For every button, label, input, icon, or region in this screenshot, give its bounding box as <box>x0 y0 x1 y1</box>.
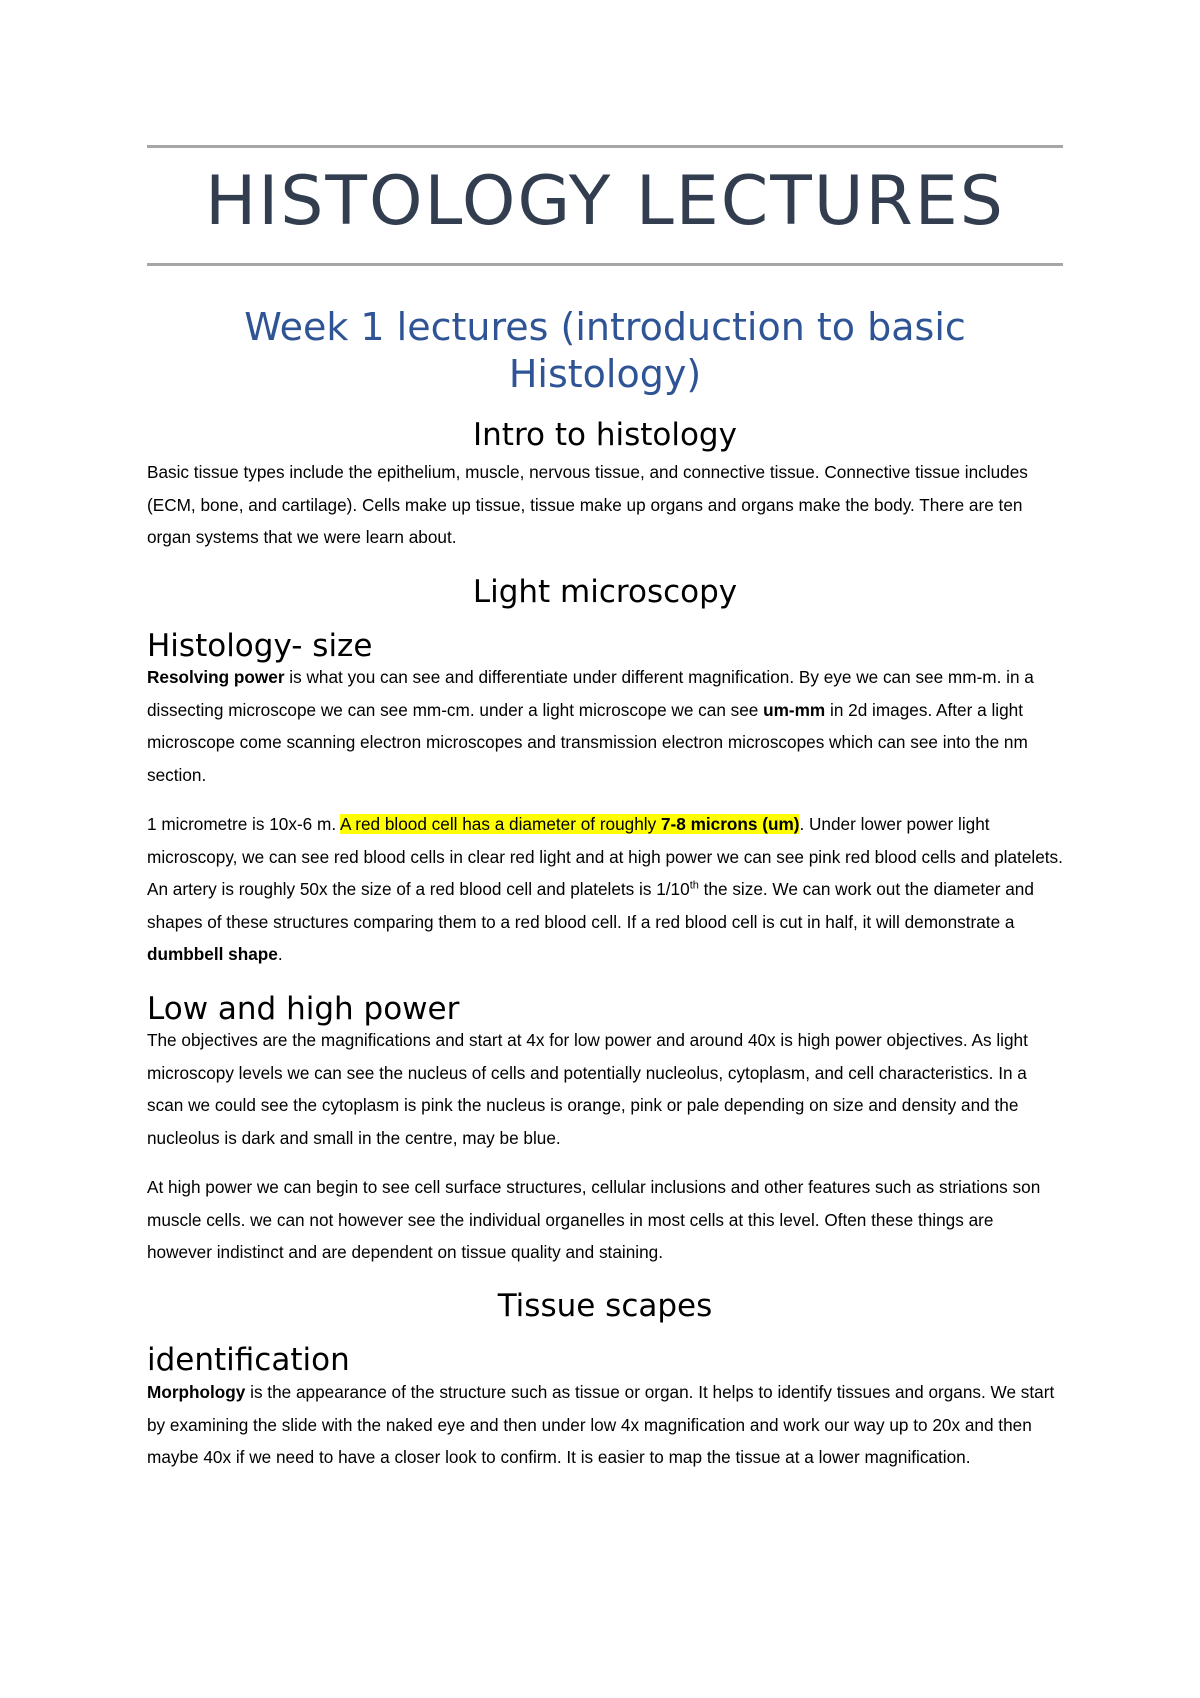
document-title: HISTOLOGY LECTURES <box>205 162 1005 241</box>
heading-light-microscopy: Light microscopy <box>472 574 738 610</box>
title-bottom-rule <box>147 263 1063 266</box>
heading-tissue-scapes: Tissue scapes <box>497 1288 713 1324</box>
title-top-rule <box>147 145 1063 148</box>
paragraph-morphology: Morphology is the appearance of the structure such as tissue or organ. It helps to identify tissues and organs. We start by examining the slide with the naked eye and then under low 4x magnification and work our way up to 20x and then maybe 40x if we need to have a closer look to confirm. It is easier to map the tissue at a lower magnification. <box>147 1382 1055 1468</box>
paragraph-objectives: The objectives are the magnifications and start at 4x for low power and around 40x is high power objectives. As light microscopy levels we can see the nucleus of cells and potentially nucleolus, cytoplasm, and cell characteristics. In a scan we could see the cytoplasm is pink the nucleus is orange, pink or pale depending on size and density and the nucleolus is dark and small in the centre, may be blue. <box>147 1030 1028 1148</box>
heading-low-and-high-power: Low and high power <box>147 991 460 1027</box>
term-morphology: Morphology <box>147 1382 246 1402</box>
highlighted-red-blood-cell-diameter: A red blood cell has a diameter of roughly 7-8 microns (um) <box>339 814 800 834</box>
heading-histology-size: Histology- size <box>147 628 373 664</box>
heading-identification: identification <box>147 1342 350 1378</box>
paragraph-high-power: At high power we can begin to see cell surface structures, cellular inclusions and other features such as striations son muscle cells. we can not however see the individual organelles in most cells at this level. Often these things are however indistinct and are dependent on tissue quality and staining. <box>147 1177 1041 1263</box>
term-um-mm: um-mm <box>763 699 826 720</box>
paragraph-intro: Basic tissue types include the epithelium, muscle, nervous tissue, and connective tissue. Connective tissue includes (ECM, bone, and cartilage). Cells make up tissue, tissue make up organs and organs make the body. There are ten organ systems that we were learn about. <box>147 462 1028 548</box>
heading-intro-to-histology: Intro to histology <box>473 417 737 453</box>
term-dumbbell-shape: dumbbell shape <box>147 944 278 965</box>
term-resolving-power: Resolving power <box>147 667 285 687</box>
paragraph-resolving-power: Resolving power is what you can see and differentiate under different magnification. By eye we can see mm-m. in a dissecting microscope we can see mm-cm. under a light microscope we can see um-mm in 2d images. After a light microscope come scanning electron microscopes and transmission electron microscopes which can see into the nm section. <box>147 667 1034 785</box>
week-heading: Week 1 lectures (introduction to basic Histology) <box>244 305 966 396</box>
paragraph-micrometre: 1 micrometre is 10x-6 m. A red blood cell has a diameter of roughly 7-8 microns (um). Under lower power light microscopy, we can see red blood cells in clear red light and at high power we can see pink red blood cells and platelets. An artery is roughly 50x the size of a red blood cell and platelets is 1/10th the size. We can work out the diameter and shapes of these structures comparing them to a red blood cell. If a red blood cell is cut in half, it will demonstrate a dumbbell shape. <box>147 814 1063 965</box>
